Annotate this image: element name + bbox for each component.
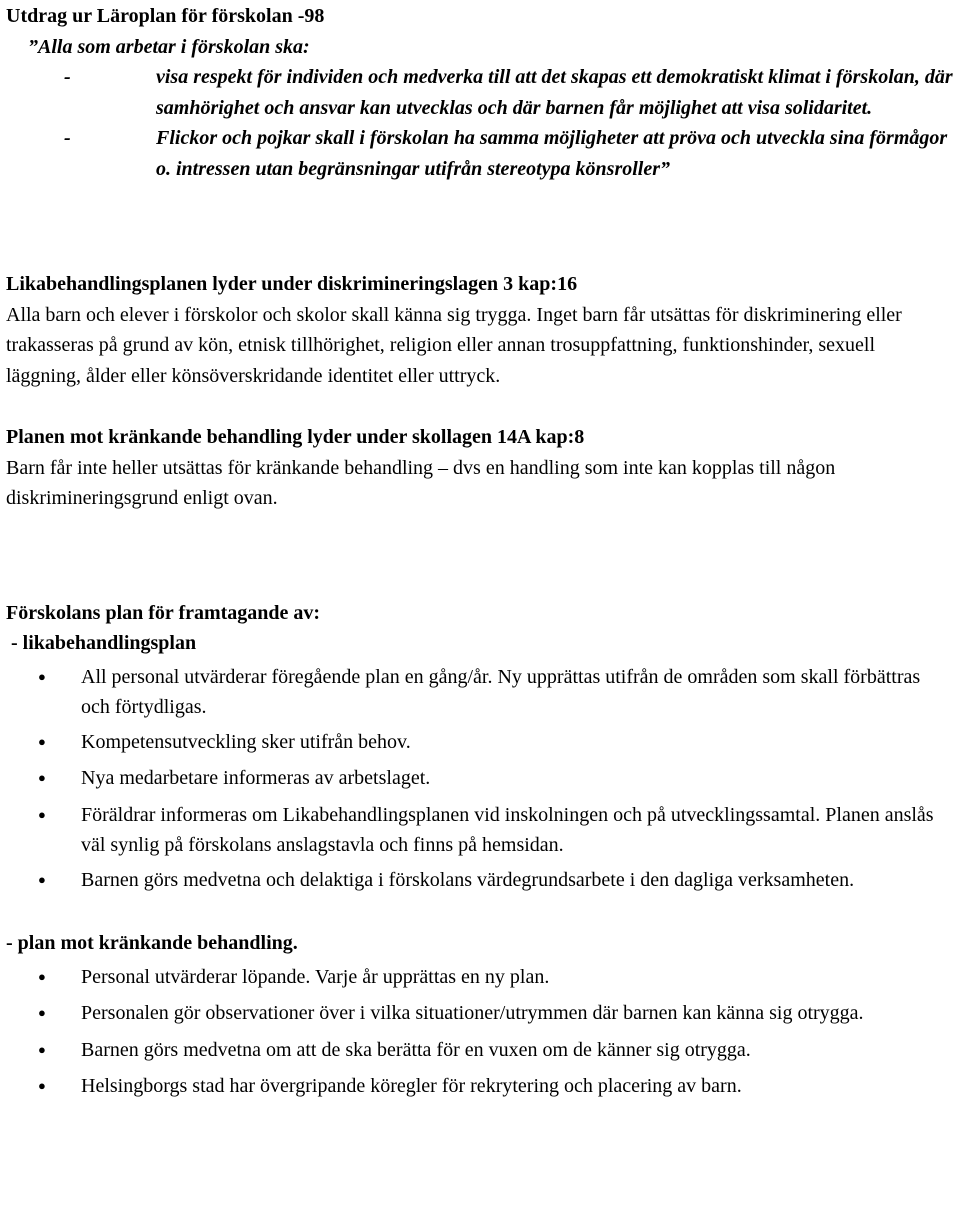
subheading-krankande-plan: - plan mot kränkande behandling. [6,932,298,954]
list-item: ● Föräldrar informeras om Likabehandlingsplanen vid inskolningen och på utvecklingssamtal. Planen anslås väl synlig på förskolans anslagstavla och finns på hemsidan. [6,800,954,861]
list-item: ● Personal utvärderar löpande. Varje år upprättas en ny plan. [6,962,954,995]
likabehandlingsplan-list [6,662,954,898]
krankande-plan-list [6,962,954,1104]
list-item: ● Kompetensutveckling sker utifrån behov. [6,727,954,760]
list-item: ● Barnen görs medvetna om att de ska berätta för en vuxen om de känner sig otrygga. [6,1035,954,1068]
bullet-icon [6,727,81,760]
curriculum-item: - visa respekt för individen och medverka till att det skapas ett demokratiskt klimat i förskolan, där samhörighet och ansvar kan utvecklas och där barnen får möjlighet att visa solidaritet. [6,62,954,123]
quote-intro: ”Alla som arbetar i förskolan ska: [28,35,310,58]
bullet-icon [6,662,81,723]
subheading-likabehandlingsplan: - likabehandlingsplan [11,632,197,654]
bullet-icon [6,998,81,1031]
section-body-krankande: Barn får inte heller utsättas för kränkande behandling – dvs en handling som inte kan kopplas till någon diskrimineringsgrund enligt ovan. [6,456,836,509]
list-item: ● All personal utvärderar föregående plan en gång/år. Ny upprättas utifrån de områden som skall förbättras och förtydligas. [6,662,954,723]
bullet-icon [6,1071,81,1104]
section-heading-likabehandling: Likabehandlingsplanen lyder under diskrimineringslagen 3 kap:16 [6,273,578,295]
bullet-icon [6,1035,81,1068]
bullet-icon [6,962,81,995]
bullet-icon [6,800,81,861]
curriculum-item: - Flickor och pojkar skall i förskolan ha samma möjligheter att pröva och utveckla sina förmågor o. intressen utan begränsningar utifrån stereotypa könsroller” [6,123,954,184]
bullet-icon [6,865,81,898]
section-heading-krankande: Planen mot kränkande behandling lyder under skollagen 14A kap:8 [6,426,585,448]
section-body-likabehandling: Alla barn och elever i förskolor och skolor skall känna sig trygga. Inget barn får utsättas för diskriminering eller trakasseras på grund av kön, etnisk tillhörighet, religion eller annan trosuppfattning, funktionshinder, sexuell läggning, ålder eller könsöverskridande identitet eller uttryck. [6,303,902,387]
list-item: ● Nya medarbetare informeras av arbetslaget. [6,763,954,796]
document-title: Utdrag ur Läroplan för förskolan -98 [6,5,325,27]
bullet-icon [6,763,81,796]
list-item: ● Helsingborgs stad har övergripande köregler för rekrytering och placering av barn. [6,1071,954,1104]
list-item: ● Personalen gör observationer över i vilka situationer/utrymmen där barnen kan känna sig otrygga. [6,998,954,1031]
dash-marker: - [64,66,71,88]
dash-marker: - [64,127,71,149]
curriculum-list [6,62,954,184]
list-item: ● Barnen görs medvetna och delaktiga i förskolans värdegrundsarbete i den dagliga verksamheten. [6,865,954,898]
section-heading-framtagande: Förskolans plan för framtagande av: [6,601,321,624]
